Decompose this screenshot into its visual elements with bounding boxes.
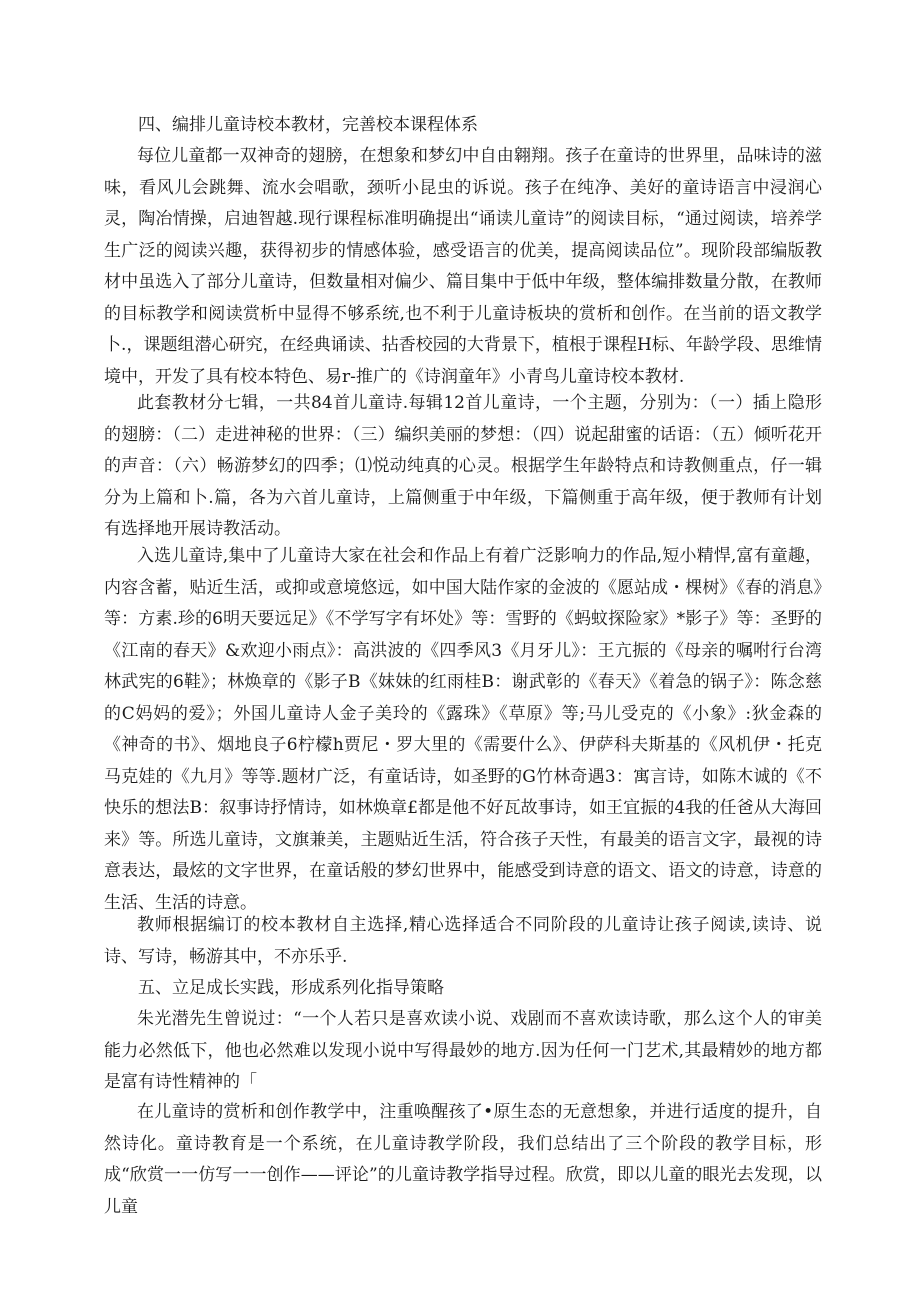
- paragraph-5: 朱光潜先生曾说过：“一个人若只是喜欢读小说、戏剧而不喜欢读诗歌，那么这个人的审美能力必然低下，他也必然难以发现小说中写得最妙的地方.因为任何一门艺术,其最精妙的地方都是富有诗性精神的「: [104, 1009, 822, 1092]
- paragraph-6: 在儿童诗的赏析和创作教学中，注重唤醒孩了•原生态的无意想象，并进行适度的提升，自然诗化。童诗教育是一个系统，在儿童诗教学阶段，我们总结出了三个阶段的教学目标，形成“欣赏一一仿写一一创作——评论”的儿童诗教学指导过程。欣赏，即以儿童的眼光去发现，以儿童: [104, 1102, 822, 1217]
- paragraph-2: 此套教材分七辑，一共84首儿童诗.每辑12首儿童诗，一个主题，分别为：（一）插上隐形的翅膀：（二）走进神秘的世界：（三）编织美丽的梦想：（四）说起甜蜜的话语：（五）倾听花开的声音：（六）畅游梦幻的四季；⑴悦动纯真的心灵。根据学生年龄特点和诗教侧重点，仔一辑分为上篇和卜.篇，各为六首儿童诗，上篇侧重于中年级，下篇侧重于高年级，便于教师有计划有选择地开展诗教活动。: [104, 393, 822, 539]
- paragraph-4: 教师根据编订的校本教材自主选择,精心选择适合不同阶段的儿童诗让孩子阅读,读诗、说诗、写诗，畅游其中，不亦乐乎.: [104, 915, 822, 967]
- section-heading-4: 四、编排儿童诗校本教材，完善校本课程体系: [138, 115, 478, 135]
- section-heading-5: 五、立足成长实践，形成系列化指导策略: [138, 978, 444, 998]
- paragraph-1: 每位儿童都一双神奇的翅膀，在想象和梦幻中自由翱翔。孩子在童诗的世界里，品味诗的滋味，看风儿会跳舞、流水会唱歌，颈听小昆虫的诉说。孩子在纯净、美好的童诗语言中浸润心灵，陶冶情操，启迪智越.现行课程标准明确提出“诵读儿童诗”的阅读目标，“通过阅读，培养学生广泛的阅读兴趣，获得初步的情感体验，感受语言的优美，提高阅读品位”。现阶段部编版教材中虽选入了部分儿童诗，但数量相对偏少、篇目集中于低中年级，整体编排数量分散，在教师的目标教学和阅读赏析中显得不够系统,也不利于儿童诗板块的赏析和创作。在当前的语文教学卜.，课题组潜心研究，在经典诵读、拈香校园的大背景下，植根于课程H标、年龄学段、思维情境中，开发了具有校本特色、易r-推广的《诗润童年》小青鸟儿童诗校本教材.: [104, 146, 822, 387]
- paragraph-3: 入选儿童诗,集中了儿童诗大家在社会和作品上有着广泛影响力的作品,短小精悍,富有童趣，内容含蓄，贴近生活，或抑或意境悠远，如中国大陆作家的金波的《愿站成・棵树》《春的消息》等：方素.珍的6明天要远足》《不学写字有坏处》等：雪野的《蚂蚊探险家》*影子》等：圣野的《江南的春天》&欢迎小雨点》：高洪波的《四季风3《月牙儿》：王亢振的《母亲的嘱咐行台湾林武宪的6鞋》；林焕章的《影子B《妹妹的红雨桂B：谢武彰的《春天》《着急的锅子》：陈念慈的C妈妈的爱》；外国儿童诗人金子美玲的《露珠》《草原》等;马儿受克的《小象》:狄金森的《神奇的书》、烟地良子6柠檬h贾尼・罗大里的《需要什么》、伊萨科夫斯基的《风机伊・托克马克娃的《九月》等等.题材广泛，有童话诗，如圣野的G竹林奇遇3：寓言诗，如陈木诚的《不快乐的想法B：叙事诗抒情诗，如林焕章£都是他不好瓦故事诗，如王宜振的4我的任爸从大海回来》等。所选儿童诗，文旗兼美，主题贴近生活，符合孩子天性，有最美的语言文字，最视的诗意表达，最炫的文字世界，在童话般的梦幻世界中，能感受到诗意的语文、语文的诗意，诗意的生活、生活的诗意。: [104, 546, 822, 913]
